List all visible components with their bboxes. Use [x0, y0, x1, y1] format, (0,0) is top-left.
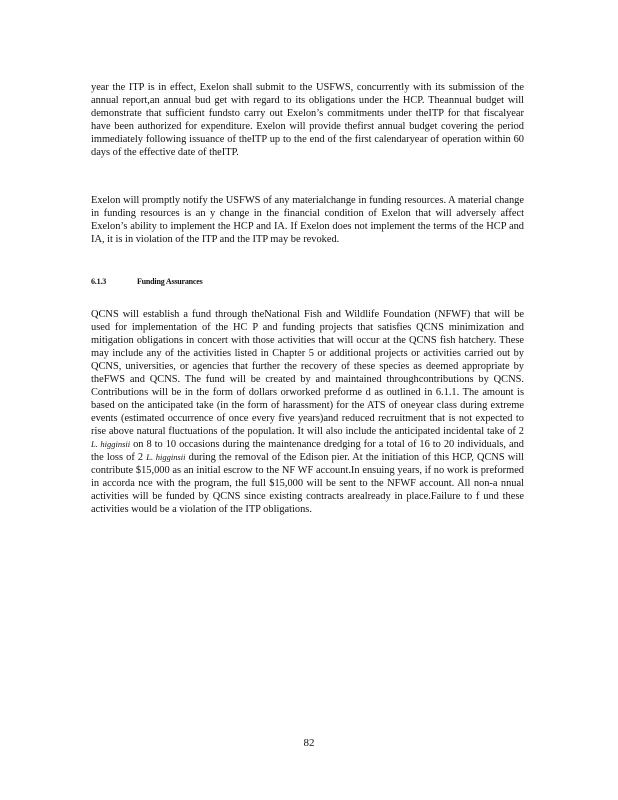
paragraph-text-part-1: QCNS will establish a fund through theNational Fish and Wildlife Foundation (NFWF) that will be used for implementation of the HC P and funding projects that satisfies QCNS minimization and mitigation obligations in concert with those activities that will occur at the QCNS fish hatchery. These may include any of the activities listed in Chapter 5 or additional projects or activities carried out by QCNS, universities, or agencies that further the recovery of these species as deemed appropriate by theFWS and QCNS. The fund will be created by and maintained throughcontributions by QCNS. Contributions will be in the form of dollars orworked preforme d as outlined in 6.1.1. The amount is based on the anticipated take (in the form of harassment) for the ATS of oneyear class during extreme events (estimated occurrence of once every five years)and reduced recruitment that is not expected to rise above natural fluctuations of the population. It will also include the anticipated incidental take of 2 [91, 309, 524, 437]
section-title: Funding Assurances [137, 277, 203, 286]
paragraph-annual-budget: year the ITP is in effect, Exelon shall submit to the USFWS, concurrently with its submission of the annual report,an annual bud get with regard to its obligations under the HCP. Theannual budget will demonstrate that sufficient fundsto carry out Exelon’s commitments under theITP for that fiscalyear have been authorized for expenditure. Exelon will provide thefirst annual budget covering the period immediately following issuance of theITP up to the end of the first calendaryear of operation within 60 days of the effective date of theITP. [91, 82, 524, 158]
page-number: 82 [303, 737, 315, 749]
paragraph-funding-change: Exelon will promptly notify the USFWS of any materialchange in funding resources. A material change in funding resources is an y change in the financial condition of Exelon that will adversely affect Exelon’s ability to implement the HCP and IA. If Exelon does not implement the terms of the HCP and IA, it is in violation of the ITP and the ITP may be revoked. [91, 195, 524, 245]
paragraph-text-part-2: on 8 to 10 occasions during the maintenance dredging for a total of 16 to 20 individuals, and the loss of 2 [91, 439, 524, 463]
section-number: 6.1.3 [91, 277, 107, 286]
section-heading [91, 277, 203, 286]
paragraph-nfwf-fund [91, 308, 524, 516]
paragraph-text-part-3: during the removal of the Edison pier. At the initiation of this HCP, QCNS will contribute $15,000 as an initial escrow to the NF WF account.In ensuing years, if no work is preformed in accorda nce with the program, the full $15,000 will be sent to the NFWF account. All non-a nnual activities will be funded by QCNS since existing contracts arealready in place.Failure to f und these activities would be a violation of the ITP obligations. [91, 452, 524, 515]
species-name: L. higginsii [146, 452, 186, 462]
species-name: L. higginsii [91, 439, 131, 449]
